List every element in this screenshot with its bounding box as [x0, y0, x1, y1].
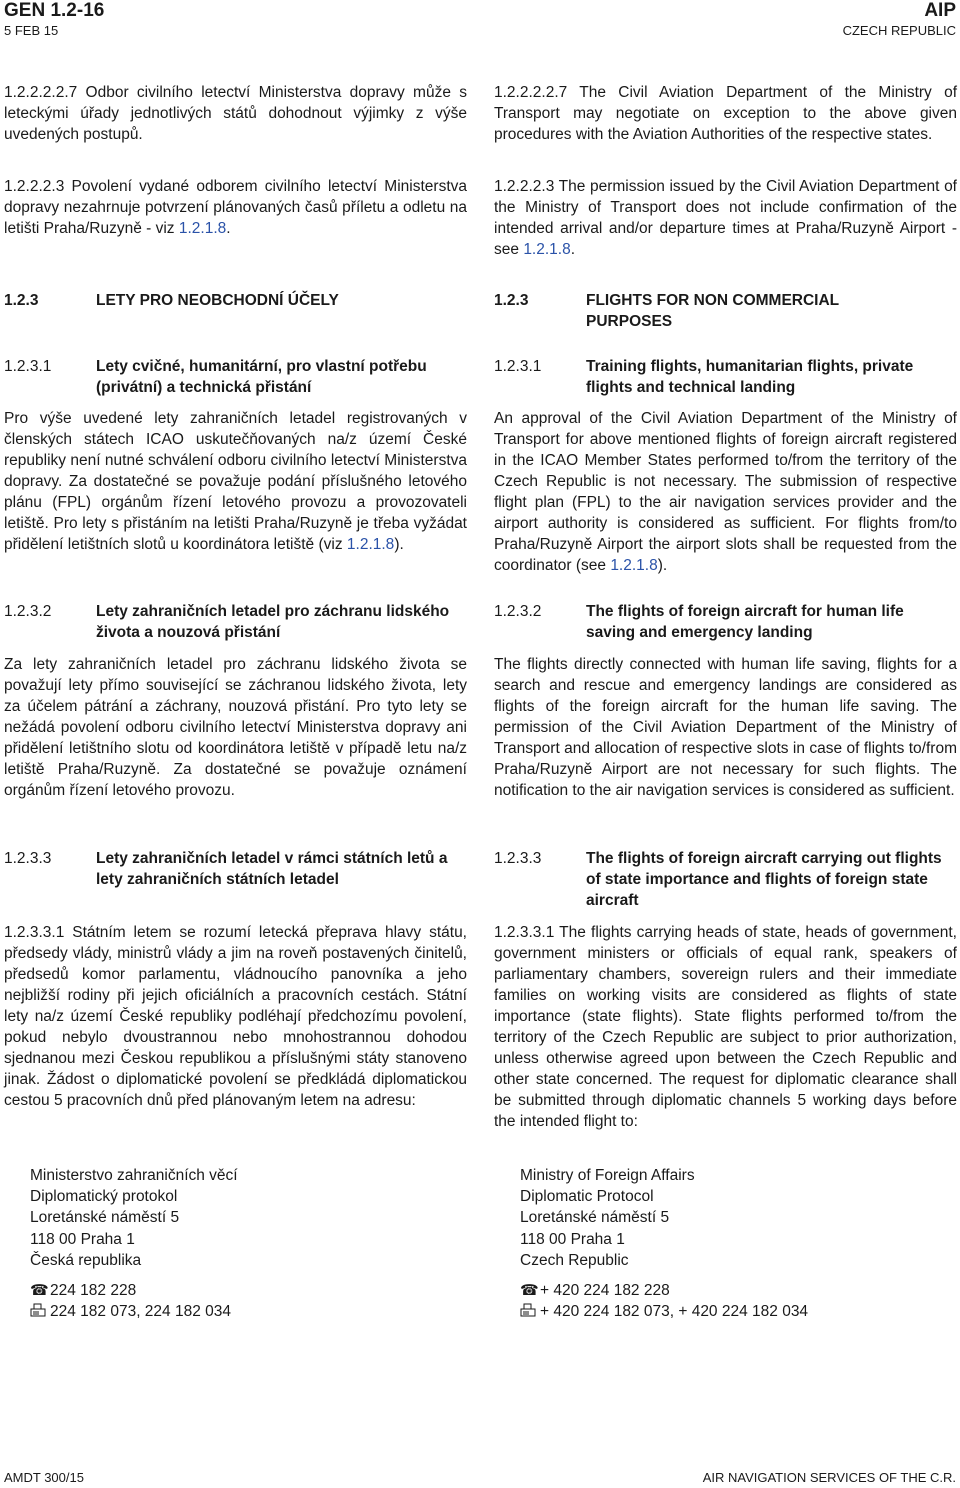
en-ref-link[interactable]: 1.2.1.8 [610, 557, 658, 574]
address-line: Loretánské náměstí 5 [520, 1209, 670, 1227]
cz-para-1-2-2-2-2-7: 1.2.2.2.2.7 Odbor civilního letectví Ministerstva dopravy může s leteckými úřady jednotlivých států dohodnout výjimky z výše uvedených postupů. [4, 84, 467, 143]
heading-number: 1.2.3 [4, 292, 39, 309]
en-address-block [520, 1165, 695, 1271]
en-para-text: 1.2.2.2.3 The permission issued by the Civil Aviation Department of the Ministry of Transport does not include confirmation of the intended arrival and/or departure times at Praha/Ruzyně Airport - see [494, 178, 957, 258]
cz-para-text: Pro výše uvedené lety zahraničních letadel registrovaných v členských státech ICAO uskutečňovaných na/z území České republiky není nutné schválení odboru civilního letectví Ministerstva dopravy. Za dostatečné se považuje podání příslušného letového plánu (FPL) orgánům řízení letového provozu a provozovateli letiště. Pro lety s přistáním na letišti Praha/Ruzyně je třeba vyžádat přidělení letištních slotů u koordinátora letiště (viz [4, 410, 467, 553]
cz-para-1-2-2-2-3 [4, 176, 467, 239]
heading-number: 1.2.3.2 [4, 603, 52, 620]
heading-number: 1.2.3 [494, 292, 529, 309]
cz-para-1-2-3-3-1: 1.2.3.3.1 Státním letem se rozumí letecká přeprava hlavy státu, předsedy vlády, ministrů vlády a jim na roveň postavených činitelů, předsedů komor parlamentu, vládnoucího panovníka a jeho nejbližší rodiny při jejich oficiálních a pracovních cestách. Státní lety na/z území České republiky podléhají předchozímu povolení, pokud nebylo dvoustrannou nebo mnohostrannou dohodou sjednanou mezi Českou republikou a příslušnými státy stanoveno jinak. Žádost o diplomatické povolení se předkládá diplomatickou cestou 5 pracovních dnů před plánovaným letem na adresu: [4, 924, 467, 1109]
cz-ref-link[interactable]: 1.2.1.8 [346, 536, 395, 553]
heading-title: Lety zahraničních letadel v rámci státních letů a lety zahraničních státních letadel [96, 850, 448, 888]
amendment-number: AMDT 300/15 [4, 1470, 84, 1485]
telephone-icon: ☎ [30, 1282, 49, 1299]
en-para-1-2-2-2-2-7: 1.2.2.2.2.7 The Civil Aviation Department of the Ministry of Transport may negotiate on exception to the above given procedures with the Aviation Authorities of the respective states. [494, 84, 957, 143]
en-para-1-2-3-1 [494, 408, 957, 576]
heading-title: Lety cvičné, humanitární, pro vlastní potřebu (privátní) a technická přistání [96, 358, 427, 396]
en-ref-link[interactable]: 1.2.1.8 [523, 241, 571, 258]
heading-title: Training flights, humanitarian flights, private flights and technical landing [586, 358, 914, 396]
en-para-end: . [570, 241, 576, 258]
heading-title: LETY PRO NEOBCHODNÍ ÚČELY [96, 292, 339, 309]
cz-para-1-2-3-2: Za lety zahraničních letadel pro záchranu lidského života se považují lety přímo související se záchranou lidského života, lety za účelem pátrání a záchrany, nouzová přistání. Pro tyto lety se nežádá povolení odboru civilního letectví Ministerstva dopravy ani přidělení letištního slotu od koordinátora letiště v případě letu na/z letiště Praha/Ruzyně. Za dostatečné se považuje oznámení orgánům řízení letového provozu. [4, 656, 467, 799]
cz-para-1-2-3-1 [4, 408, 467, 555]
en-para-end: ). [657, 557, 668, 574]
fax-number: 224 182 073, 224 182 034 [50, 1303, 232, 1320]
telephone-icon: ☎ [520, 1282, 539, 1299]
cz-para-end: ). [394, 536, 404, 553]
cz-para-text: 1.2.2.2.3 Povolení vydané odborem civilního letectví Ministerstva dopravy nezahrnuje potvrzení plánovaných časů příletu a odletu na letišti Praha/Ruzyně - viz [4, 178, 467, 237]
page-date: 5 FEB 15 [4, 23, 59, 38]
cz-ref-link[interactable]: 1.2.1.8 [178, 220, 227, 237]
address-line: Diplomatic Protocol [520, 1188, 654, 1206]
address-line: Czech Republic [520, 1251, 629, 1269]
heading-title: The flights of foreign aircraft carrying out flights of state importance and flights of foreign state aircraft [586, 850, 942, 909]
address-line: Ministry of Foreign Affairs [520, 1167, 695, 1184]
fax-icon [520, 1301, 540, 1322]
cz-fax [30, 1301, 231, 1322]
address-line: 118 00 Praha 1 [520, 1230, 625, 1248]
heading-title: The flights of foreign aircraft for human life saving and emergency landing [586, 603, 904, 641]
heading-number: 1.2.3.2 [494, 603, 542, 620]
heading-number: 1.2.3.3 [4, 850, 52, 867]
address-line: Diplomatický protokol [30, 1188, 178, 1206]
fax-number: + 420 224 182 073, + 420 224 182 034 [540, 1303, 809, 1320]
heading-title: Lety zahraničních letadel pro záchranu lidského života a nouzová přistání [96, 603, 450, 641]
address-line: Česká republika [30, 1251, 142, 1269]
heading-number: 1.2.3.3 [494, 850, 542, 867]
publisher: AIR NAVIGATION SERVICES OF THE C.R. [702, 1470, 956, 1485]
phone-number: 224 182 228 [50, 1282, 137, 1299]
en-para-1-2-2-2-3 [494, 176, 957, 260]
en-fax [520, 1301, 808, 1322]
cz-para-end: . [226, 220, 231, 237]
heading-number: 1.2.3.1 [494, 358, 542, 375]
address-line: Ministerstvo zahraničních věcí [30, 1167, 238, 1184]
publication-title: AIP [924, 0, 956, 21]
en-para-1-2-3-2: The flights directly connected with human life saving, flights for a search and rescue and emergency landings are considered as flights of the foreign aircraft for the human life saving. The permission of the Civil Aviation Department of the Ministry of Transport and allocation of respective slots in case of flights to/from Praha/Ruzyně Airport are not necessary for such flights. The notification to the air navigation services is considered as sufficient. [494, 656, 957, 799]
page-id: GEN 1.2-16 [4, 0, 105, 21]
en-para-text: An approval of the Civil Aviation Department of the Ministry of Transport for above mentioned flights of foreign aircraft registered in the ICAO Member States performed to/from the territory of the Czech Republic is not necessary. The submission of respective flight plan (FPL) to the air navigation services provider and the airport authority is considered as sufficient. For flights from/to Praha/Ruzyně Airport the airport slots shall be requested from the coordinator (see [494, 410, 957, 574]
heading-title: FLIGHTS FOR NON COMMERCIAL PURPOSES [586, 292, 839, 330]
heading-number: 1.2.3.1 [4, 358, 52, 375]
cz-address-block [30, 1165, 238, 1271]
cz-phone [30, 1280, 136, 1301]
address-line: Loretánské náměstí 5 [30, 1209, 180, 1227]
en-para-1-2-3-3-1: 1.2.3.3.1 The flights carrying heads of state, heads of government, government ministers or officials of equal rank, speakers of parliamentary chambers, sovereign rulers and their immediate families on working visits are considered as flights of state importance (state flights). State flights performed to/from the territory of the Czech Republic are subject to prior authorization, unless otherwise agreed upon between the Czech Republic and other state concerned. The request for diplomatic clearance shall be submitted through diplomatic channels 5 working days before the intended flight to: [494, 924, 957, 1130]
en-phone [520, 1280, 670, 1301]
publication-country: CZECH REPUBLIC [842, 23, 956, 38]
address-line: 118 00 Praha 1 [30, 1230, 135, 1248]
phone-number: + 420 224 182 228 [540, 1282, 670, 1299]
fax-icon [30, 1301, 50, 1322]
